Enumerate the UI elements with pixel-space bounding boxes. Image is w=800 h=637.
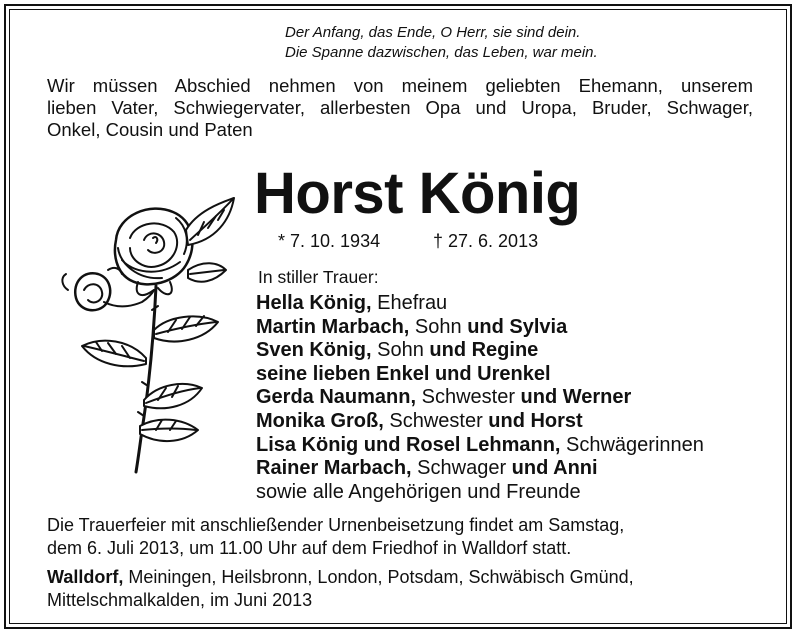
- places-line-1: [47, 566, 634, 589]
- mourner-bold: Martin Marbach,: [256, 315, 410, 338]
- intro-line-3: Onkel, Cousin und Paten: [47, 119, 253, 140]
- mourner-bold: Rainer Marbach,: [256, 457, 412, 480]
- deceased-name: Horst König: [254, 161, 581, 226]
- mourner-normal: Sohn: [371, 339, 430, 362]
- mourner-bold: Hella König,: [256, 292, 372, 314]
- mourner-normal: Ehefrau: [371, 292, 448, 314]
- places-line-2: Mittelschmalkalden, im Juni 2013: [47, 590, 313, 610]
- mourner-bold2: und Sylvia: [467, 315, 568, 338]
- mourner-row: [256, 363, 704, 387]
- service-info: [47, 514, 624, 560]
- mourner-row: [256, 434, 704, 458]
- verse-line-1: Der Anfang, das Ende, O Herr, sie sind dein.: [285, 24, 581, 41]
- mourning-label: In stiller Trauer:: [258, 267, 379, 287]
- death-date: † 27. 6. 2013: [433, 231, 539, 251]
- mourner-normal: Sohn: [409, 315, 468, 338]
- mourner-row: [256, 316, 704, 340]
- mourner-row: [256, 386, 704, 410]
- intro-text: [47, 75, 753, 141]
- mourner-bold2: und Werner: [520, 386, 632, 409]
- mourner-row: [256, 481, 704, 505]
- mourner-row: [256, 339, 704, 363]
- mourner-normal: sowie alle Angehörigen und Freunde: [256, 480, 581, 503]
- mourner-row: [256, 457, 704, 481]
- mourner-bold: Monika Groß,: [256, 409, 384, 432]
- mourner-bold: Lisa König und Rosel Lehmann,: [256, 433, 561, 456]
- birth-date: * 7. 10. 1934: [278, 231, 381, 251]
- places-info: [47, 566, 634, 612]
- mourner-normal: Schwester: [383, 409, 489, 432]
- mourner-bold2: und Regine: [429, 339, 539, 362]
- mourner-normal: Schwester: [416, 386, 521, 409]
- rose-icon: [58, 190, 242, 480]
- places-rest: Meiningen, Heilsbronn, London, Potsdam, Schwäbisch Gmünd,: [123, 567, 634, 587]
- intro-line-1: Wir müssen Abschied nehmen von meinem geliebten Ehemann, unserem: [47, 75, 753, 96]
- mourner-bold2: und Anni: [511, 457, 598, 480]
- mourner-bold: Sven König,: [256, 339, 372, 362]
- verse-line-2: Die Spanne dazwischen, das Leben, war mein.: [285, 44, 598, 61]
- mourner-row: [256, 292, 704, 316]
- service-line-1: Die Trauerfeier mit anschließender Urnenbeisetzung findet am Samstag,: [47, 515, 625, 535]
- mourners-list: [256, 292, 704, 504]
- intro-line-2: lieben Vater, Schwiegervater, allerbesten Opa und Uropa, Bruder, Schwager,: [47, 97, 753, 118]
- mourner-row: [256, 410, 704, 434]
- mourner-bold2: und Horst: [488, 409, 583, 432]
- mourner-bold: Gerda Naumann,: [256, 386, 417, 409]
- mourner-normal: Schwägerinnen: [560, 433, 704, 456]
- service-line-2: dem 6. Juli 2013, um 11.00 Uhr auf dem Friedhof in Walldorf statt.: [47, 538, 572, 558]
- places-first: Walldorf,: [47, 567, 124, 587]
- mourner-bold: seine lieben Enkel und Urenkel: [256, 362, 551, 385]
- mourner-normal: Schwager: [411, 457, 512, 480]
